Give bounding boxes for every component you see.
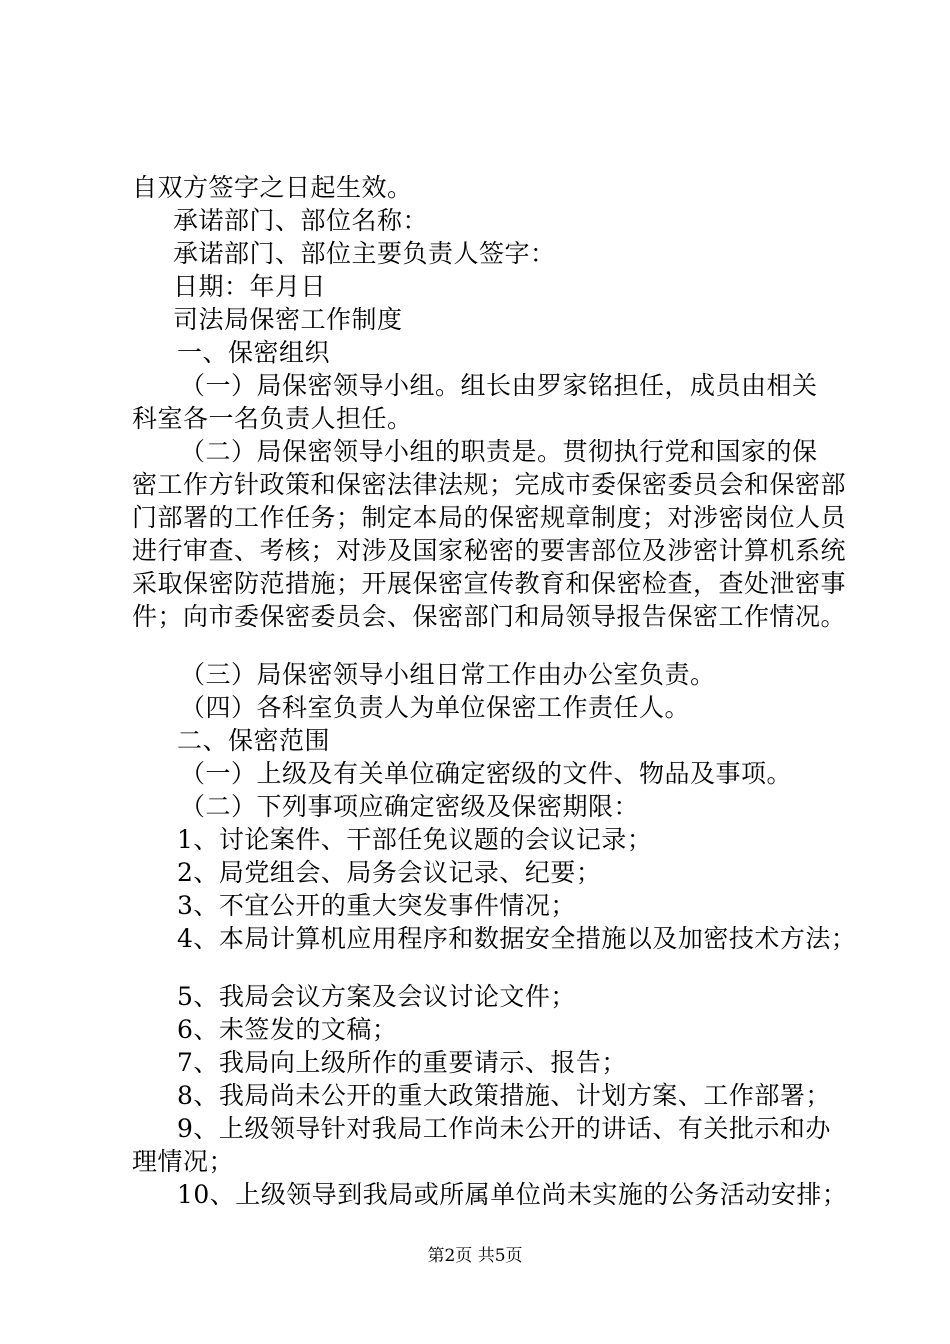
list-item: 9、上级领导针对我局工作尚未公开的讲话、有关批示和办 (177, 1114, 831, 1143)
text-line: （一）局保密领导小组。组长由罗家铭担任，成员由相关 (180, 371, 818, 400)
text-line: 日期：年月日 (173, 272, 327, 301)
list-item: 7、我局向上级所作的重要请示、报告； (177, 1048, 627, 1077)
text-line: 承诺部门、部位主要负责人签字： (173, 239, 556, 268)
list-item: 6、未签发的文稿； (177, 1015, 398, 1044)
text-line: 承诺部门、部位名称： (173, 206, 429, 235)
list-item: 1、讨论案件、干部任免议题的会议记录； (177, 825, 653, 854)
text-line: （二）下列事项应确定密级及保密期限： (180, 792, 640, 821)
text-line: （一）上级及有关单位确定密级的文件、物品及事项。 (180, 759, 793, 788)
list-item: 3、不宜公开的重大突发事件情况； (177, 891, 576, 920)
list-item: 8、我局尚未公开的重大政策措施、计划方案、工作部署； (177, 1081, 831, 1110)
text-line: （四）各科室负责人为单位保密工作责任人。 (180, 693, 691, 722)
text-line: 科室各一名负责人担任。 (132, 404, 413, 433)
list-item: 10、上级领导到我局或所属单位尚未实施的公务活动安排； (177, 1180, 848, 1209)
page-number: 第2页 共5页 (427, 1246, 523, 1266)
text-line: 密工作方针政策和保密法律法规；完成市委保密委员会和保密部 (132, 470, 847, 499)
list-item: 5、我局会议方案及会议讨论文件； (177, 982, 576, 1011)
text-line: 理情况； (132, 1147, 235, 1176)
text-line: （三）局保密领导小组日常工作由办公室负责。 (180, 660, 716, 689)
section-title: 司法局保密工作制度 (173, 305, 403, 334)
text-line: 进行审查、考核；对涉及国家秘密的要害部位及涉密计算机系统 (132, 536, 847, 565)
list-item: 2、局党组会、局务会议记录、纪要； (177, 858, 602, 887)
section-heading: 一、保密组织 (177, 338, 331, 367)
text-line: （二）局保密领导小组的职责是。贯彻执行党和国家的保 (180, 437, 818, 466)
section-heading: 二、保密范围 (177, 726, 331, 755)
text-line: 门部署的工作任务；制定本局的保密规章制度；对涉密岗位人员 (132, 503, 847, 532)
text-line: 自双方签字之日起生效。 (132, 173, 413, 202)
list-item: 4、本局计算机应用程序和数据安全措施以及加密技术方法； (177, 924, 857, 953)
text-line: 采取保密防范措施；开展保密宣传教育和保密检查，查处泄密事 (132, 569, 847, 598)
text-line: 件；向市委保密委员会、保密部门和局领导报告保密工作情况。 (132, 602, 847, 631)
